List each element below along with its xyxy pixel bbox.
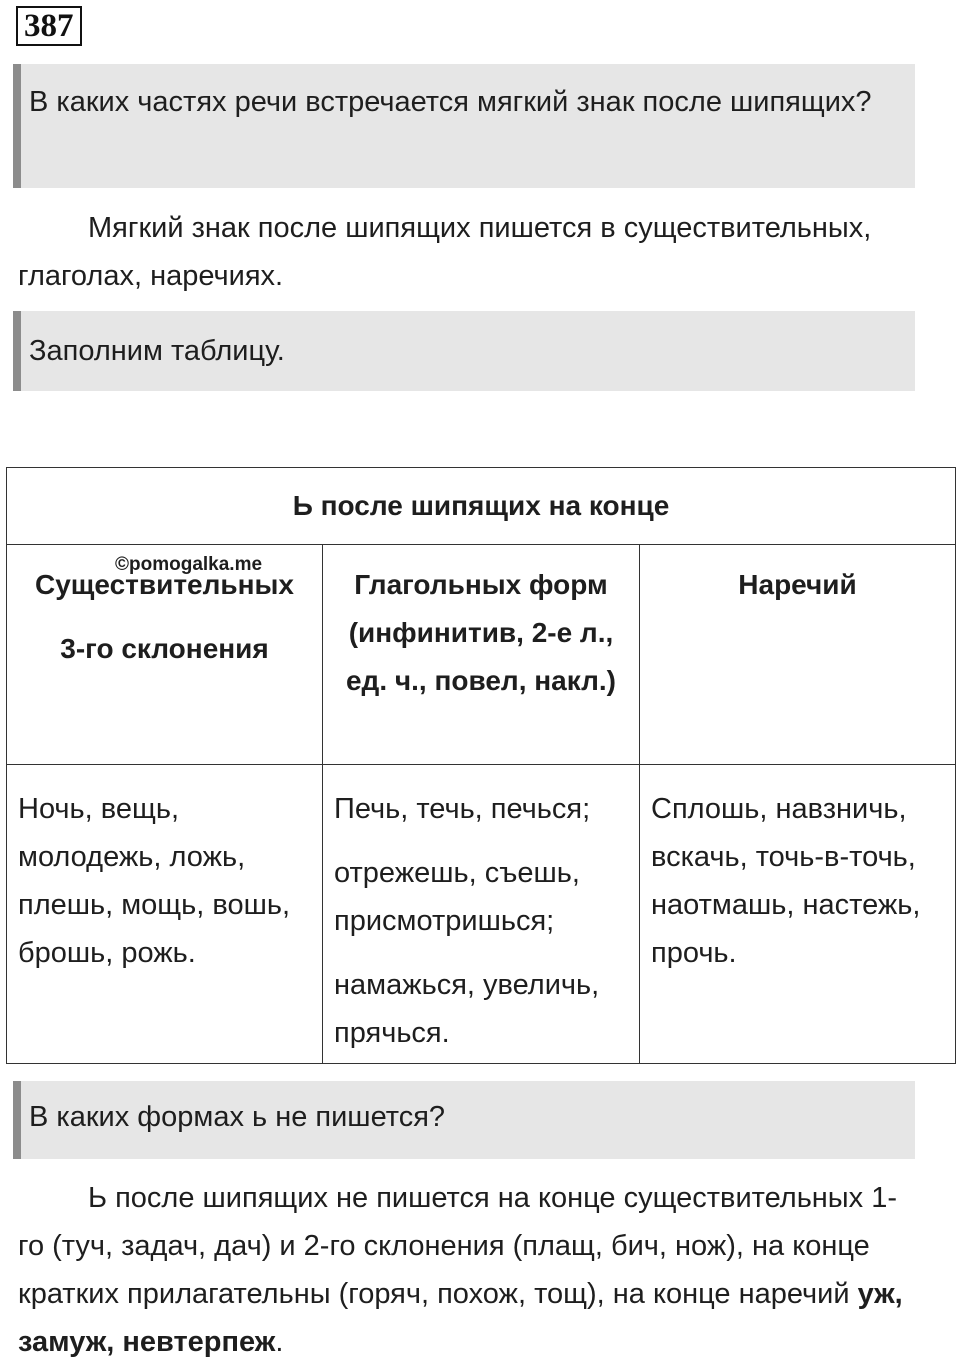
verbs-examples-2: отрежешь, съешь, присмотришься;: [334, 857, 580, 937]
verbs-examples-1: Печь, течь, печься;: [334, 793, 591, 825]
header-nouns-line1: Существительных: [34, 569, 294, 600]
header-adverbs-text: Наречий: [738, 569, 857, 600]
answer-bold-examples: уж, замуж, невтерпеж: [18, 1278, 903, 1358]
header-verbs-text: Глагольных форм (инфинитив, 2-е л., ед. ч., повел, накл.): [345, 569, 616, 696]
instruction-text: Заполним таблицу.: [29, 335, 285, 367]
adverbs-examples: Сплошь, навзничь, вскачь, точь-в-точь, наотмашь, настежь, прочь.: [651, 793, 921, 969]
cell-adverbs: [640, 765, 956, 1064]
cell-nouns: [7, 765, 323, 1064]
instruction-block: [13, 311, 915, 391]
answer-paragraph-2: [18, 1174, 918, 1366]
header-adverbs: [640, 545, 956, 765]
cell-verbs: [323, 765, 640, 1064]
header-nouns-line2: 3-го склонения: [60, 633, 269, 664]
verbs-examples-3: намажься, увеличь, прячься.: [334, 969, 600, 1049]
question-text-2: В каких формах ь не пишется?: [29, 1101, 446, 1133]
header-verbs: [323, 545, 640, 765]
nouns-examples: Ночь, вещь, молодежь, ложь, плешь, мощь, вошь, брошь, рожь.: [18, 793, 291, 969]
question-text: В каких частях речи встречается мягкий знак после шипящих?: [29, 86, 872, 118]
watermark: ©pomogalka.me: [115, 554, 263, 575]
answer-text: Мягкий знак после шипящих пишется в существительных, глаголах, наречиях.: [18, 212, 872, 292]
answer-text-2: Ь после шипящих не пишется на конце существительных 1-го (туч, задач, дач) и 2-го склонения (плащ, бич, нож), на конце кратких прилагательны (горяч, похож, тощ), на конце наречий: [18, 1182, 897, 1310]
spelling-table: [6, 467, 956, 1064]
table-title: Ь после шипящих на конце: [7, 468, 956, 545]
question-block: [13, 64, 915, 188]
answer-end: .: [275, 1326, 284, 1358]
question-block-2: [13, 1081, 915, 1159]
task-number: 387: [16, 6, 82, 46]
answer-paragraph: [18, 204, 918, 300]
header-nouns: [7, 545, 323, 765]
